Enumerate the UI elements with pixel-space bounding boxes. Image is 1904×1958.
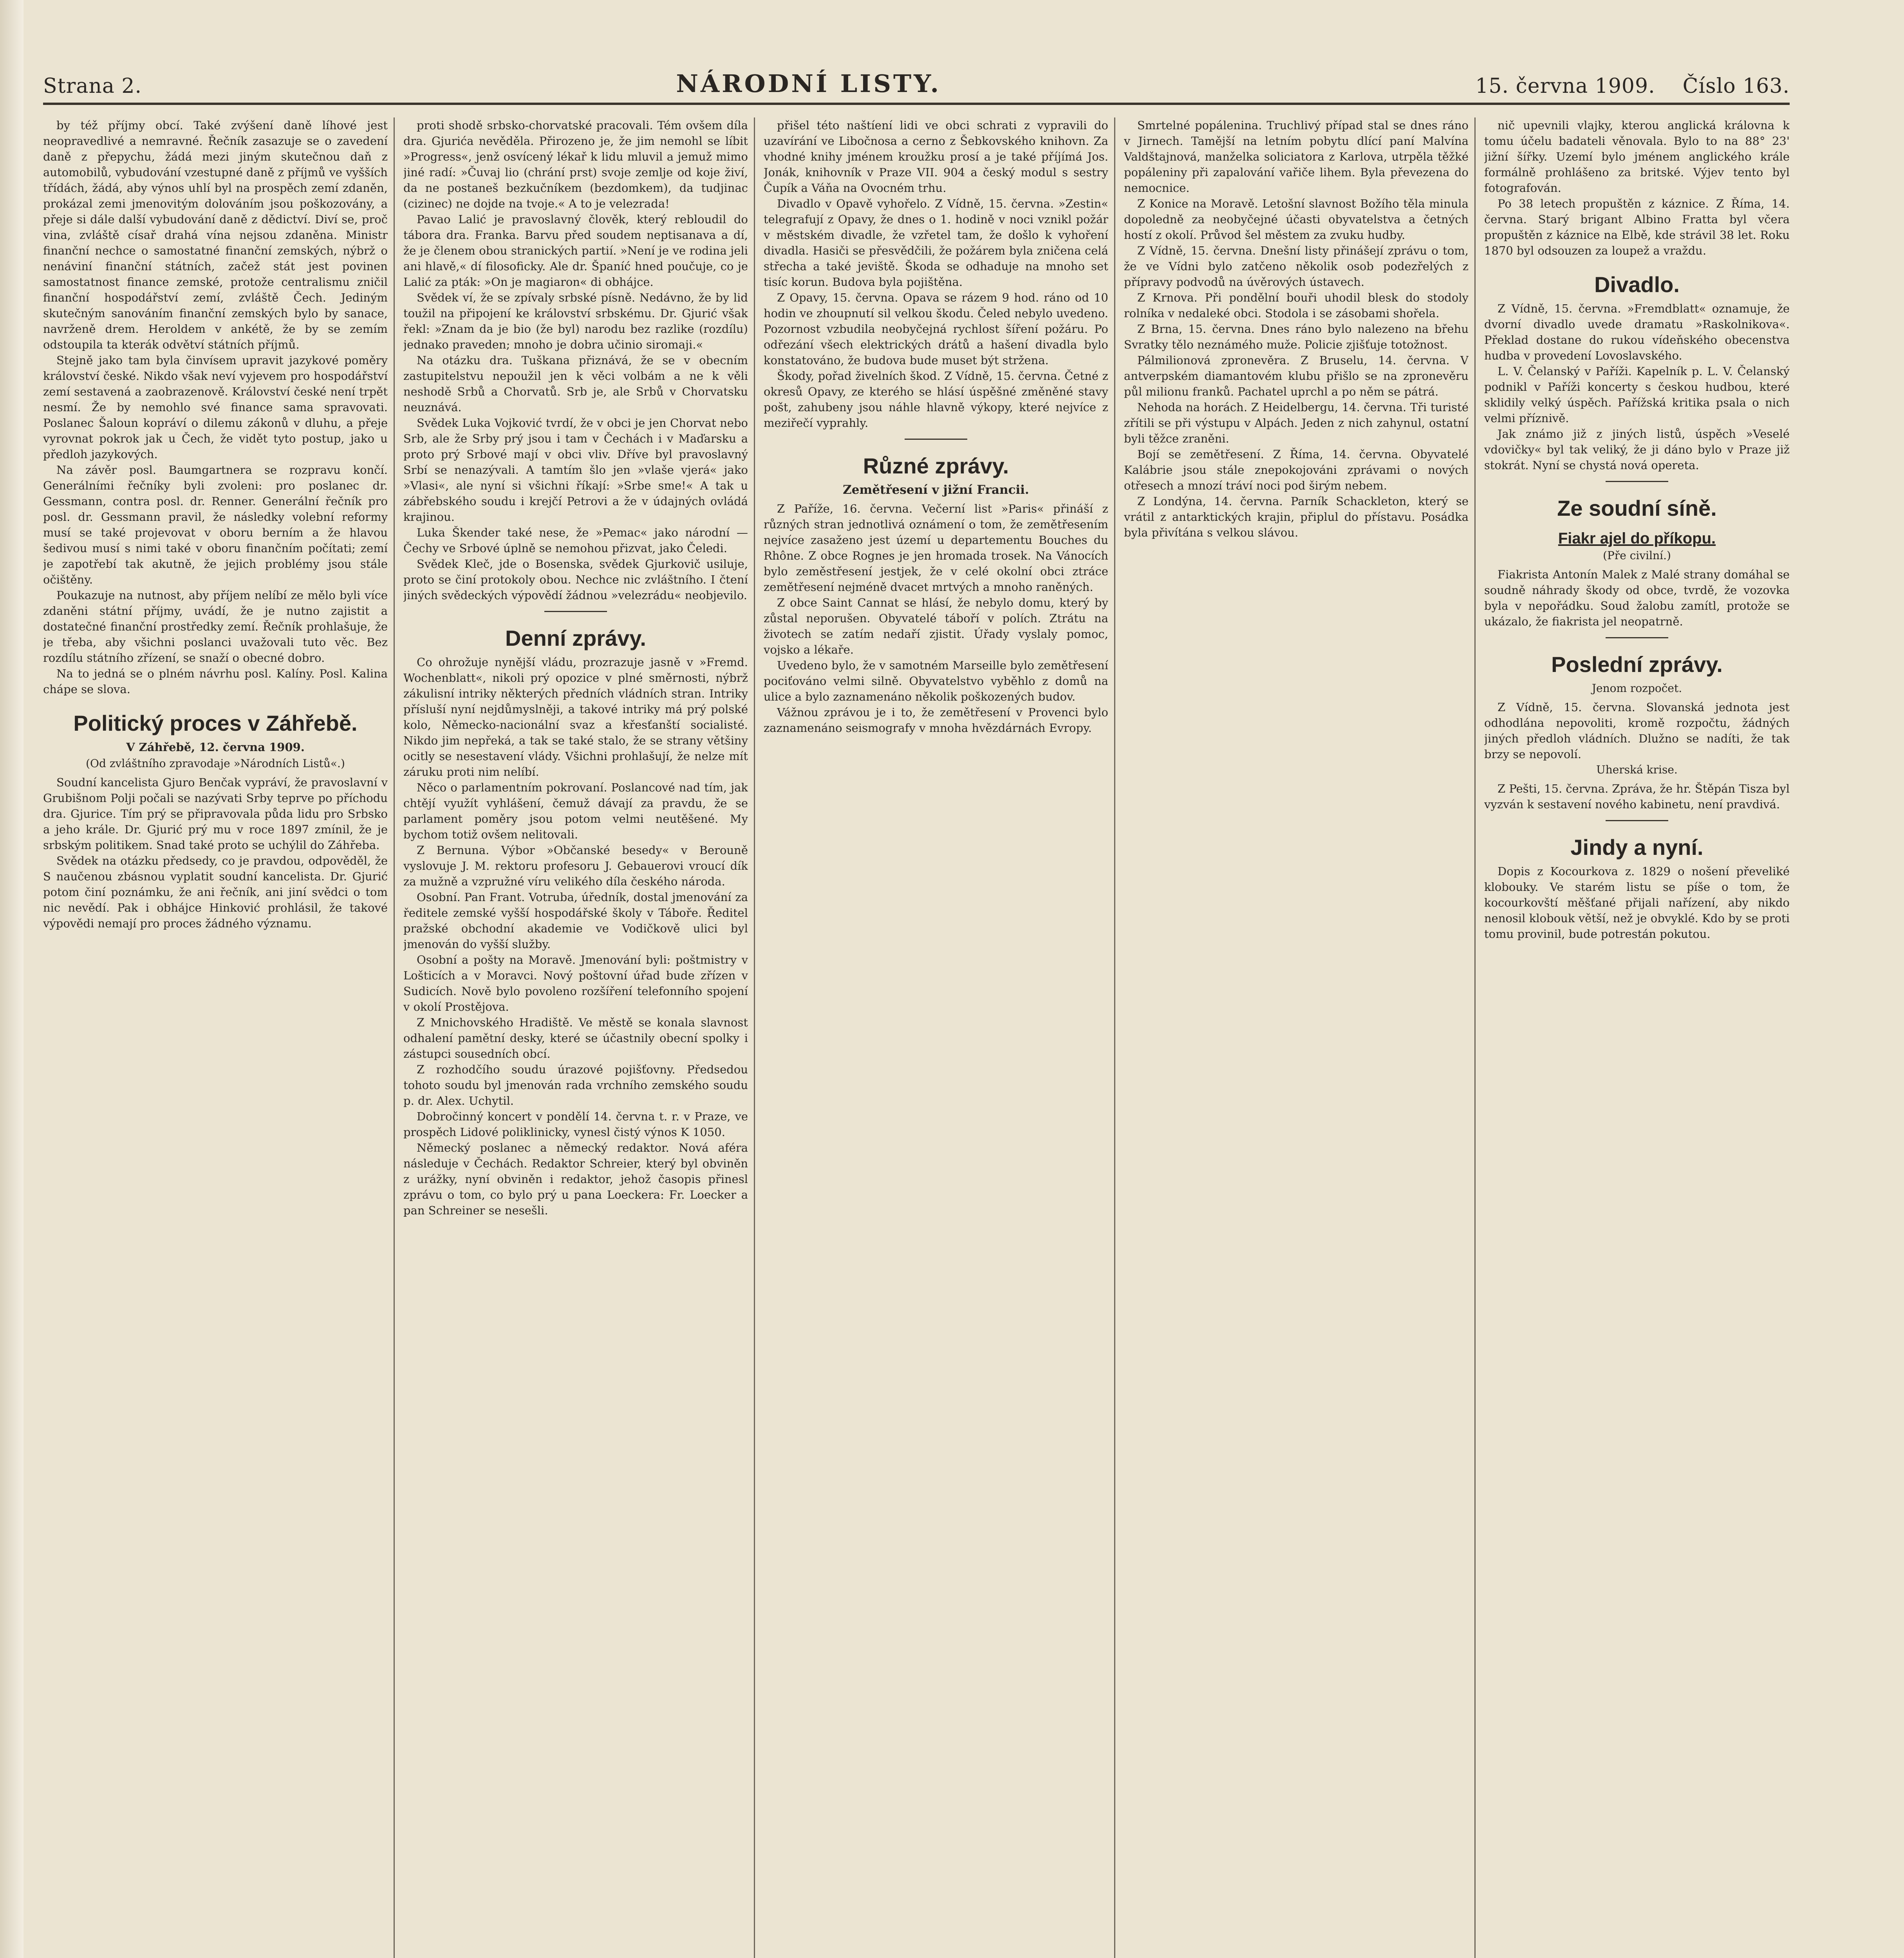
- article-text: Svědek ví, že se zpívaly srbské písně. Nedávno, že by lid toužil na připojení ke království srbskému. Dr. Gjurić však řekl: »Znam da je bio (že byl) narodu bez razlike (rozdílu) jednako praveden; mnoho je dobra učinio siromaji.«: [403, 291, 748, 351]
- issue-date: 15. června 1909.: [1475, 74, 1655, 98]
- article-text: Stejně jako tam byla činvísem upravit jazykové poměry království české. Nikdo však neví vyjevem pro hospodářství zemí sestavená a zaobrazenově. Království české není trpět nesmí. Že by nemohlo své finance sama spravovati. Poslanec Šaloun kopráví o dilemu zákonů v dluhu, a přeje vyrovnat pokrok jak u Čech, že vidět tyto postup, jako u předloh jazykových.: [43, 354, 388, 461]
- article-text: L. V. Čelanský v Paříži. Kapelník p. L. V. Čelanský podnikl v Paříži koncerty s českou hudbou, které sklidily velký úspěch. Pařížská kritika psala o nich velmi příznivě.: [1484, 365, 1790, 425]
- article-text: Z Pešti, 15. června. Zpráva, že hr. Štěpán Tisza byl vyzván k sestavení nového kabinetu, není pravdivá.: [1484, 782, 1790, 811]
- article-text: Divadlo v Opavě vyhořelo. Z Vídně, 15. června. »Zestin« telegrafují z Opavy, že dnes o 1. hodině v noci vznikl požár v městském divadle, že vzřetel tam, že došlo k vyhoření divadla. Hasiči se přesvědčili, že požárem byla zničena celá střecha a také jeviště. Škoda se odhaduje na mnoho set tisíc korun. Budova byla pojištěna.: [764, 197, 1108, 289]
- article-text: Pálmilionová zpronevěra. Z Bruselu, 14. června. V antverpském diamantovém klubu přišlo se na zpronevěru půl milionu franků. Pachatel uprchl a po něm se pátrá.: [1124, 354, 1469, 398]
- article-text: Jak známo již z jiných listů, úspěch »Veselé vdovičky« byl tak veliký, že ji dáno bylo v Praze již stokrát. Nyní se chystá nová opereta.: [1484, 427, 1790, 472]
- article-text: Svědek Luka Vojković tvrdí, že v obci je jen Chorvat nebo Srb, ale že Srby prý jsou i tam v Čechách i v Maďarsku a proto prý Srbové mají v obci vliv. Dříve byl pravoslavný Srbí se nenazývali. A tamtím šlo jen »vlaše vjerá« jako »Vlasi«, ale nyní si všichni říkají: »Srbe sme!« A tak u zábřebského soudu i krejčí Petrovi a že v údajných ovládá krajinou.: [403, 416, 748, 524]
- divider: [1606, 481, 1668, 482]
- article-text: přišel této naštíení lidi ve obci schrati z vypravili do uzavírání ve Libočnosa a cerno z Šebkovského knihovn. Za vhodné knihy jménem kroužku prosí a je také příjímá Jos. Jonák, knihovník v Praze VII. 904 a český modul s sestry Čupík a Váňa na Ovocném trhu.: [764, 119, 1108, 195]
- section-heading: Jindy a nyní.: [1570, 835, 1703, 860]
- section-heading: Různé zprávy.: [863, 453, 1009, 478]
- article-text: proti shodě srbsko-chorvatské pracovali. Tém ovšem díla dra. Gjurića nevěděla. Přirozeno je, že jim nemohl se líbit »Progress«, jenž osvícený lékař k lidu mluvil a jemuž mimo jiné radí: »Čuvaj lio (chrání prst) svoje zemlje od koje živí, da ne postaneš bezkučníkem (bezdomkem), da tudjinac (cizinec) ne dojde na tvoje.« A to je velezrada!: [403, 119, 748, 210]
- article-text: Z Londýna, 14. června. Parník Schackleton, který se vrátil z antarktických krajin, připlul do přístavu. Posádka byla přivítána s velkou slávou.: [1124, 495, 1469, 539]
- article-text: Co ohrožuje nynější vládu, prozrazuje jasně v »Fremd. Wochenblatt«, nikoli prý opozice v plné směrnosti, nýbrž zákulisní intriky některých předních vládních stran. Intriky přísluší nyní nejdůmyslněji, a takové intriky má prý polské kolo, Německo-nacionální svaz a křesťanští socialisté. Nikdo jim nepřeká, a tak se také stalo, že se strany většiny ocitly se nesestavení vlády. Všichni prohlašují, že nelze mít záruku proti nim nelíbí.: [403, 656, 748, 779]
- column-divider: [1474, 117, 1476, 1958]
- article-title: Fiakr ajel do příkopu.: [1558, 530, 1716, 547]
- article-text: Dobročinný koncert v pondělí 14. června t. r. v Praze, ve prospěch Lidové poliklinicky, vynesl čistý výnos K 1050.: [403, 1110, 748, 1139]
- article-text: Z obce Saint Cannat se hlásí, že nebylo domu, který by zůstal neporušen. Obyvatelé táboří v polích. Ztrátu na životech se zatím nedaří zjistit. Úřady vyslaly pomoc, vojsko a lékaře.: [764, 596, 1108, 656]
- column-divider: [394, 117, 395, 1958]
- page-number: Strana 2.: [43, 74, 142, 98]
- article-text: Z rozhodčího soudu úrazové pojišťovny. Předsedou tohoto soudu byl jmenován rada vrchního zemského soudu p. dr. Alex. Uchytil.: [403, 1063, 748, 1107]
- left-edge-shadow: [0, 0, 23, 1958]
- article-text: by též příjmy obcí. Také zvýšení daně líhové jest neopravedlivé a nemravné. Řečník zasazuje se o zavedení daně z přepychu, žádá mezi jiným skutečnou daň z automobilů, vybudování vzestupné daně z příjmů ve vyšších třídách, žádá, aby výnos uhlí byl na prospěch zemí zdaněn, prokázal zemi jmenovitým dolováním jsou poškozovány, a přeje si dále další vybudování daně z dědictví. Diví se, proč vina, zvláště císař drahá vína nejsou zdaněna. Ministr finanční nechce o samostatné finanční zemských, nýbrž o nenáviní finanční státních, začež stát jest povinen samostatnost finance zemské, protože centralismu zničil finanční hospodářství zemí, zvláště Čech. Jediným skutečným sanováním finanční zemských bylo by sanace, navrženě drem. Heroldem v ankétě, že by se zemím odstoupila ta kterák odvětví státních příjmů.: [43, 119, 388, 351]
- article-text: Po 38 letech propuštěn z káznice. Z Říma, 14. června. Starý brigant Albino Fratta byl včera propuštěn z káznice na Elbě, kde strávil 38 let. Roku 1870 byl odsouzen za loupež a vraždu.: [1484, 197, 1790, 257]
- article-text: Osobní a pošty na Moravě. Jmenování byli: poštmistry v Lošticích a v Moravci. Nový poštovní úřad bude zřízen v Sudicích. Nově bylo povoleno rozšíření telefonního spojení v okolí Prostějova.: [403, 953, 748, 1013]
- article-text: Soudní kancelista Gjuro Benčak vypráví, že pravoslavní v Grubišnom Polji počali se nazývati Srby teprve po příchodu dra. Gjurice. Tím prý se připravovala půda lidu pro Srbsko a jeho krále. Dr. Gjurić prý mu v roce 1897 zmínil, že je srbským politikem. Snad také proto se uchýlil do Záhřeba.: [43, 776, 388, 852]
- dateline: V Záhřebě, 12. června 1909.: [126, 741, 305, 754]
- issue-number: Číslo 163.: [1682, 74, 1790, 98]
- divider: [905, 439, 967, 440]
- article-text: Z Vídně, 15. června. Slovanská jednota jest odhodlána nepovoliti, kromě rozpočtu, žádných jiných předloh vládních. Dlužno se nadíti, že tak brzy se nepovolí.: [1484, 701, 1790, 761]
- article-text: Luka Škender také nese, že »Pemac« jako národní — Čechy ve Srbové úplně se nemohou přizvat, jako Čeledi.: [403, 526, 748, 555]
- article-text: Z Brna, 15. června. Dnes ráno bylo nalezeno na břehu Svratky tělo neznámého muže. Policie zjišťuje totožnost.: [1124, 322, 1469, 351]
- column-3: [764, 117, 1108, 1958]
- article-text: Z Krnova. Při pondělní bouři uhodil blesk do stodoly rolníka v nedaleké obci. Stodola i se zásobami shořela.: [1124, 291, 1469, 320]
- divider: [1606, 637, 1668, 638]
- divider: [544, 611, 607, 612]
- article-text: Z Vídně, 15. června. Dnešní listy přinášejí zprávu o tom, že ve Vídni bylo zatčeno několik osob podezřelých z přípravy podvodů na úvěrových ústavech.: [1124, 244, 1469, 289]
- newspaper-title: NÁRODNÍ LISTY.: [676, 69, 941, 98]
- date-issue: [1475, 74, 1790, 98]
- article-text: Svědek na otázku předsedy, co je pravdou, odpověděl, že S naučenou zbásnou vyplatit soudní kancelista. Dr. Gjurić potom činí poznámku, že ani řečník, ani jiní svědci o tom nic nevědí. Pak i obhájce Hinković prohlásil, že takové výpovědi nemají pro proces žádného významu.: [43, 854, 388, 930]
- article-text: Dopis z Kocourkova z. 1829 o nošení převeliké klobouky. Ve starém listu se píše o tom, že kocourkovští měšťané přijali nařízení, aby nikdo nenosil klobouk větší, než je obvyklé. Kdo by se proti tomu provinil, bude potrestán pokutou.: [1484, 865, 1790, 941]
- section-heading: Ze soudní síně.: [1557, 496, 1717, 520]
- column-1: [43, 117, 388, 1958]
- section-heading: Divadlo.: [1594, 272, 1680, 297]
- column-divider: [754, 117, 755, 1958]
- article-text: Na otázku dra. Tuškana přiznává, že se v obecním zastupitelstvu nepoužil jen k věci volbám a ne k věli neshodě Srbů a Chorvatů. Srb je, ale Srbů v Chorvatsku neuznává.: [403, 354, 748, 414]
- article-text: Z Mnichovského Hradiště. Ve městě se konala slavnost odhalení pamětní desky, které se účastnily obecní spolky i zástupci sousedních obcí.: [403, 1016, 748, 1060]
- column-5: [1484, 117, 1790, 1958]
- subheading: Jenom rozpočet.: [1591, 682, 1682, 695]
- column-divider: [1114, 117, 1115, 1958]
- article-text: Z Opavy, 15. června. Opava se rázem 9 hod. ráno od 10 hodin ve zhoupnutí sil velkou škodu. Čeled nebylo uvedeno. Pozornost vzbudila neobyčejná rychlost šíření požáru. Po odřezání všech elektrických drátů a hašení divadla bylo konstatováno, že budova bude muset být stržena.: [764, 291, 1108, 367]
- divider: [1606, 820, 1668, 821]
- article-title: Zemětřesení v jižní Francii.: [843, 483, 1029, 497]
- article-text: Pavao Lalić je pravoslavný člověk, který rebloudil do tábora dra. Franka. Barvu před soudem neptisanava a dí, že je členem obou stranických partií. »Není je ve rodina jeli ani hlavě,« dí filosoficky. Ale dr. Španíć hned poučuje, co je Lalić za pták: »On je magiaron« di obhájce.: [403, 213, 748, 289]
- article-text: Něco o parlamentním pokrovaní. Poslancové nad tím, jak chtějí využít vyhlášení, čemuž dávají za pravdu, že se parlament poměry jsou potom velmi neutěšené. My bychom totiž ovšem nelitovali.: [403, 781, 748, 841]
- article-text: Z Bernuna. Výbor »Občanské besedy« v Berouně vyslovuje J. M. rektoru profesoru J. Gebauerovi vroucí dík za mužně a vzpružné víru velikého díla českého národa.: [403, 844, 748, 888]
- article-text: Z Vídně, 15. června. »Fremdblatt« oznamuje, že dvorní divadlo uvede dramatu »Raskolnikova«. Překlad dostane do rukou vídeňského obecenstva hudba v provedení Lovoslavského.: [1484, 302, 1790, 362]
- article-text: Fiakrista Antonín Malek z Malé strany domáhal se soudně náhrady škody od obce, tvrdě, že vozovka byla v nepořádku. Soud žalobu zamítl, protože se ukázalo, že fiakrista jel neopatrně.: [1484, 568, 1790, 628]
- byline: (Pře civilní.): [1603, 549, 1671, 562]
- article-text: Svědek Kleč, jde o Bosenska, svědek Gjurkovič usiluje, proto se činí protokoly obou. Nechce nic zvláštního. I čtení jiných svědeckých výpovědí žádnou »velezrádu« neobjevilo.: [403, 557, 748, 602]
- article-text: Škody, pořad živelních škod. Z Vídně, 15. června. Četné z okresů Opavy, ze kterého se hlásí úspěšné změněné stavy pošt, zahubeny jsou náhle hlavně výkopy, které nejvíce z meziřečí vyprahly.: [764, 369, 1108, 430]
- article-text: Na závěr posl. Baumgartnera se rozpravu končí. Generálními řečníky byli zvoleni: pro poslanec dr. Gessmann, contra posl. dr. Renner. Generální řečník pro posl. dr. Gessmann pravil, že následky volební reformy musí se také projevovat v oboru berním a že hlavou šedivou musí s nimi také v oboru finančním počítati; zemí je zapotřebí tak akutně, že jejich problémy jsou stále očištěny.: [43, 463, 388, 586]
- article-text: nič upevnili vlajky, kterou anglická královna k tomu účelu badateli věnovala. Bylo to na 88° 23' jižní šířky. Uzemí bylo jménem anglického krále formálně prohlášeno za britské. Výjev tento byl fotografován.: [1484, 119, 1790, 195]
- article-text: Poukazuje na nutnost, aby příjem nelíbí ze mělo byli více zdaněni státní příjmy, uvádí, že je nutno zajistit a dostatečné finanční prostředky zemí. Řečník prohlašuje, že je třeba, aby všichni poslanci uvažovali tuto věc. Bez rozdílu státního zřízení, se snaží o obecné dobro.: [43, 589, 388, 665]
- header-rule: [43, 103, 1790, 105]
- column-4: [1124, 117, 1469, 1958]
- column-2: [403, 117, 748, 1958]
- article-text: Nehoda na horách. Z Heidelbergu, 14. června. Tři turisté zřítili se při výstupu v Alpách. Jeden z nich zahynul, ostatní byli těžce zraněni.: [1124, 401, 1469, 445]
- article-text: Bojí se zemětřesení. Z Říma, 14. června. Obyvatelé Kalábrie jsou stále znepokojováni zprávami o nových otřesech a mnozí tráví noci pod širým nebem.: [1124, 448, 1469, 492]
- article-text: Uvedeno bylo, že v samotném Marseille bylo zemětřesení pociťováno velmi silně. Obyvatelstvo vyběhlo z domů na ulice a bylo zaznamenáno několik poškozených budov.: [764, 659, 1108, 703]
- article-text: Smrtelné popálenina. Truchlivý případ stal se dnes ráno v Jirnech. Tamější na letním pobytu dlící paní Malvína Valdštajnová, manželka soliciatora z Karlova, utrpěla těžké popáleniny při zapalování vařiče lihem. Byla převezena do nemocnice.: [1124, 119, 1469, 195]
- article-text: Vážnou zprávou je i to, že zemětřesení v Provenci bylo zaznamenáno seismografy v mnoha hvězdárnách Evropy.: [764, 706, 1108, 735]
- article-text: Z Konice na Moravě. Letošní slavnost Božího těla minula dopoledně za neobyčejné účasti obyvatelstva a četných hostí z okolí. Průvod šel městem za zvuku hudby.: [1124, 197, 1469, 242]
- article-text: Z Paříže, 16. června. Večerní list »Paris« přináší z různých stran jednotlivá oznámení o tom, že zemětřesením nejvíce zasaženo jest území u departementu Bouches du Rhône. Z obce Rognes je jen hromada trosek. Na Vánocích bylo zeměstřesení jestjek, že v celé okolní obci ztráce zemětřesení nejméně dvacet mrtvých a mnoho raněných.: [764, 502, 1108, 594]
- section-heading: Politický proces v Záhřebě.: [73, 711, 358, 735]
- article-text: Osobní. Pan Frant. Votruba, úředník, dostal jmenování za ředitele zemské vyšší hospodářské školy v Táboře. Ředitel pražské obchodní akademie ve Vodičkově ulici byl jmenován do vyšší služby.: [403, 890, 748, 951]
- section-heading: Poslední zprávy.: [1551, 652, 1723, 677]
- byline: (Od zvláštního zpravodaje »Národních Listů«.): [86, 757, 345, 770]
- masthead: [43, 63, 1790, 98]
- article-text: Na to jedná se o plném návrhu posl. Kalíny. Posl. Kalina chápe se slova.: [43, 667, 388, 696]
- subheading: Uherská krise.: [1596, 763, 1678, 776]
- section-heading: Denní zprávy.: [505, 626, 646, 650]
- article-text: Německý poslanec a německý redaktor. Nová aféra následuje v Čechách. Redaktor Schreier, který byl obviněn z urážky, nyní obviněn i redaktor, jehož časopis přinesl zprávu o tom, co bylo prý u pana Loeckera: Fr. Loecker a pan Schreiner se nesešli.: [403, 1141, 748, 1217]
